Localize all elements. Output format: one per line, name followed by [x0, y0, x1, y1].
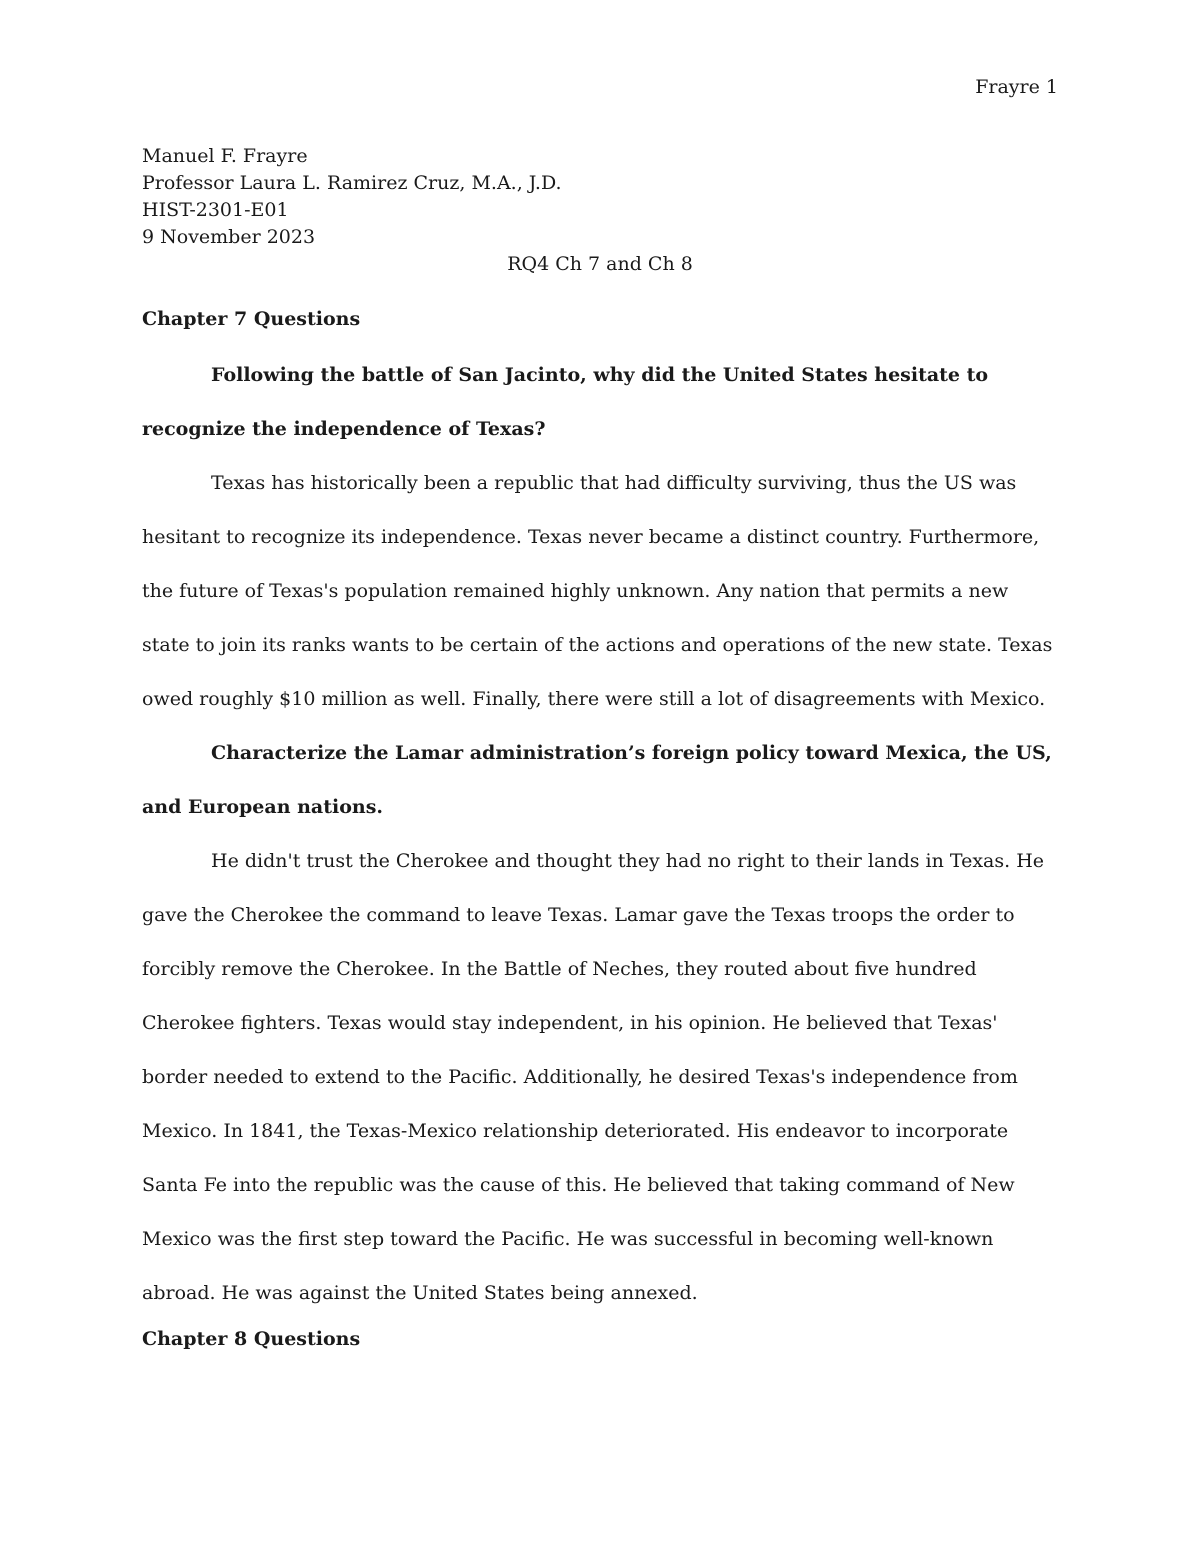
submission-date: 9 November 2023: [142, 226, 316, 248]
chapter-7-heading: Chapter 7 Questions: [142, 308, 361, 330]
chapter-7-question-2: Characterize the Lamar administration’s foreign policy toward Mexica, the US, and European nations.: [142, 742, 1052, 818]
document-title: RQ4 Ch 7 and Ch 8: [507, 253, 693, 275]
chapter-7-answer-2: He didn't trust the Cherokee and thought they had no right to their lands in Texas. He gave the Cherokee the command to leave Texas. Lamar gave the Texas troops the order to forcibly remove the Cherokee. In the Battle of Neches, they routed about five hundred Cherokee fighters. Texas would stay independent, in his opinion. He believed that Texas' border needed to extend to the Pacific. Additionally, he desired Texas's independence from Mexico. In 1841, the Texas-Mexico relationship deteriorated. His endeavor to incorporate Santa Fe into the republic was the cause of this. He believed that taking command of New Mexico was the first step toward the Pacific. He was successful in becoming well-known abroad. He was against the United States being annexed.: [142, 850, 1045, 1304]
page-header-running-head: Frayre 1: [975, 76, 1058, 98]
course-code: HIST-2301-E01: [142, 199, 289, 221]
chapter-7-answer-1: Texas has historically been a republic that had difficulty surviving, thus the US was hesitant to recognize its independence. Texas never became a distinct country. Furthermore, the future of Texas's population remained highly unknown. Any nation that permits a new state to join its ranks wants to be certain of the actions and operations of the new state. Texas owed roughly $10 million as well. Finally, there were still a lot of disagreements with Mexico.: [142, 472, 1053, 710]
student-name: Manuel F. Frayre: [142, 145, 308, 167]
chapter-7-question-1: Following the battle of San Jacinto, why did the United States hesitate to recognize the independence of Texas?: [142, 364, 989, 440]
professor-name: Professor Laura L. Ramirez Cruz, M.A., J.D.: [142, 172, 562, 194]
chapter-8-heading: Chapter 8 Questions: [142, 1328, 361, 1350]
document-body: [142, 304, 1058, 1354]
mla-heading-block: [142, 143, 562, 251]
